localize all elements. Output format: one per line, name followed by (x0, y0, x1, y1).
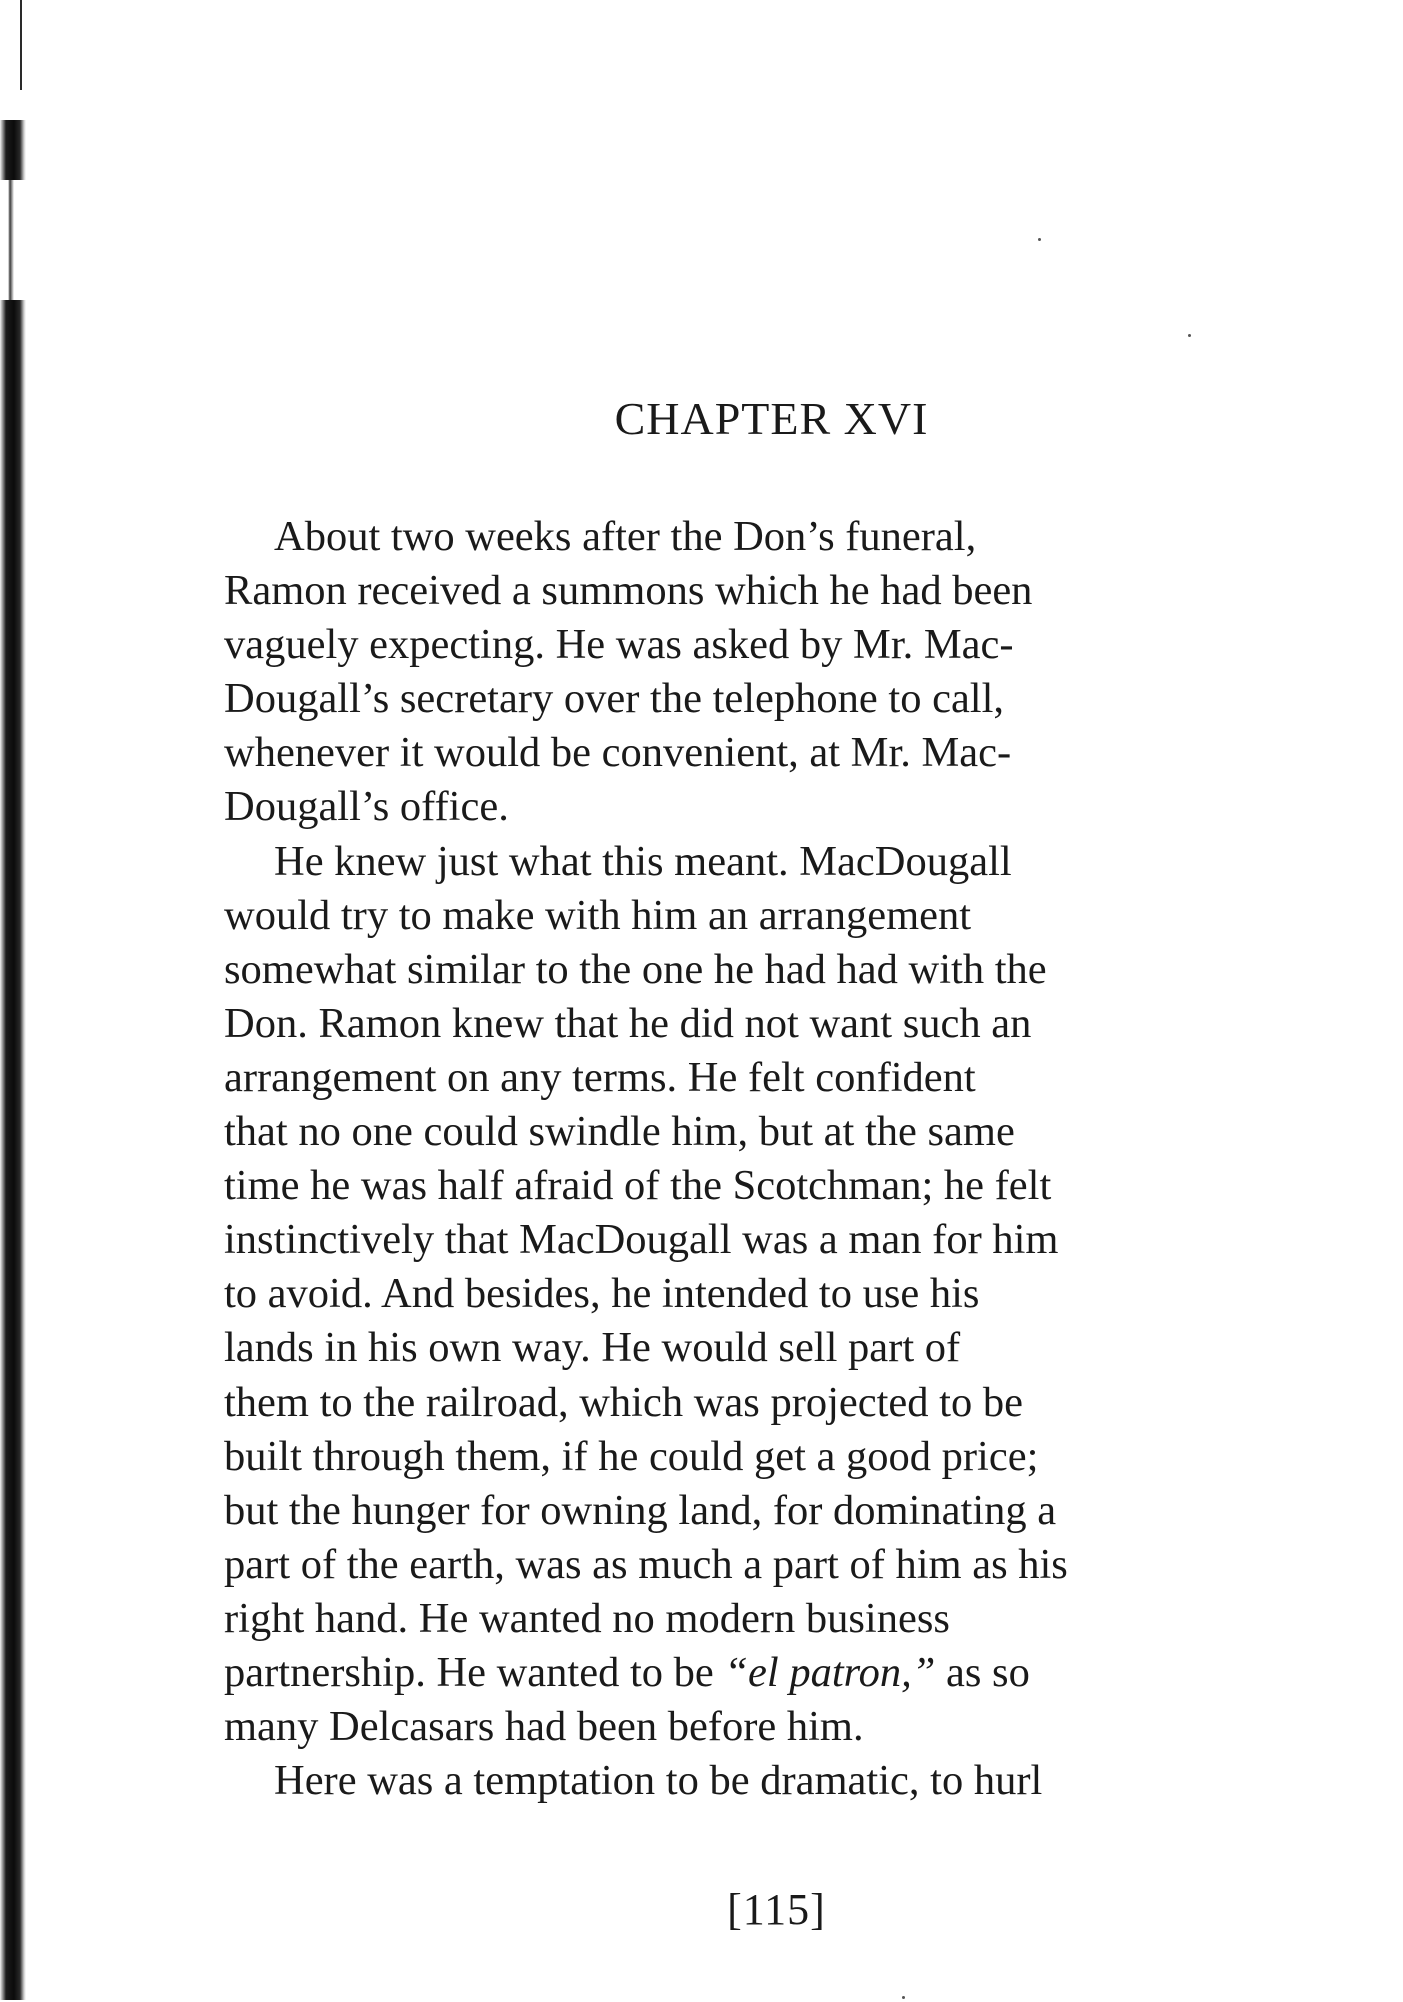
binding-break (0, 180, 26, 300)
text-line: whenever it would be convenient, at Mr. Mac- (224, 729, 1012, 777)
text-after-italic: as so (935, 1648, 1030, 1696)
page-number: [115] (727, 1885, 826, 1934)
text-line: that no one could swindle him, but at the same (224, 1108, 1015, 1156)
text-line: right hand. He wanted no modern business (224, 1594, 950, 1642)
stray-mark (1038, 238, 1041, 241)
text-line: many Delcasars had been before him. (224, 1703, 864, 1751)
text-line: Don. Ramon knew that he did not want such an (224, 999, 1032, 1047)
binding-line (20, 0, 22, 90)
text-line: would try to make with him an arrangement (224, 891, 972, 939)
stray-mark (902, 1996, 905, 1999)
text-line: He knew just what this meant. MacDougall (274, 837, 1012, 885)
text-line: to avoid. And besides, he intended to use his (224, 1270, 980, 1318)
paragraph-1 (224, 510, 1224, 835)
body-text (224, 510, 1224, 1808)
text-line: lands in his own way. He would sell part of (224, 1324, 961, 1372)
paragraph-3 (224, 1754, 1224, 1808)
paragraph-2 (224, 835, 1224, 1755)
text-line: About two weeks after the Don’s funeral, (274, 513, 977, 560)
text-before-italic: partnership. He wanted to be (224, 1648, 725, 1696)
text-line: Here was a temptation to be dramatic, to hurl (274, 1757, 1043, 1805)
text-line: them to the railroad, which was projected to be (224, 1378, 1023, 1426)
italic-phrase: “el patron,” (724, 1648, 936, 1696)
text-line: part of the earth, was as much a part of him as his (224, 1540, 1068, 1588)
chapter-title: CHAPTER XVI (614, 393, 929, 444)
text-line: built through them, if he could get a good price; (224, 1432, 1039, 1480)
text-line-italic-phrase (224, 1646, 1224, 1700)
text-line: somewhat similar to the one he had had with the (224, 945, 1047, 993)
text-line: but the hunger for owning land, for dominating a (224, 1486, 1057, 1534)
text-line: arrangement on any terms. He felt confident (224, 1053, 976, 1101)
text-line: Dougall’s office. (224, 783, 509, 831)
stray-mark (1188, 334, 1191, 337)
text-line: instinctively that MacDougall was a man for him (224, 1216, 1059, 1264)
text-line: Dougall’s secretary over the telephone to call, (224, 675, 1005, 723)
text-line: vaguely expecting. He was asked by Mr. Mac- (224, 621, 1014, 669)
text-line: Ramon received a summons which he had been (224, 567, 1033, 615)
text-line: time he was half afraid of the Scotchman; he felt (224, 1162, 1052, 1210)
